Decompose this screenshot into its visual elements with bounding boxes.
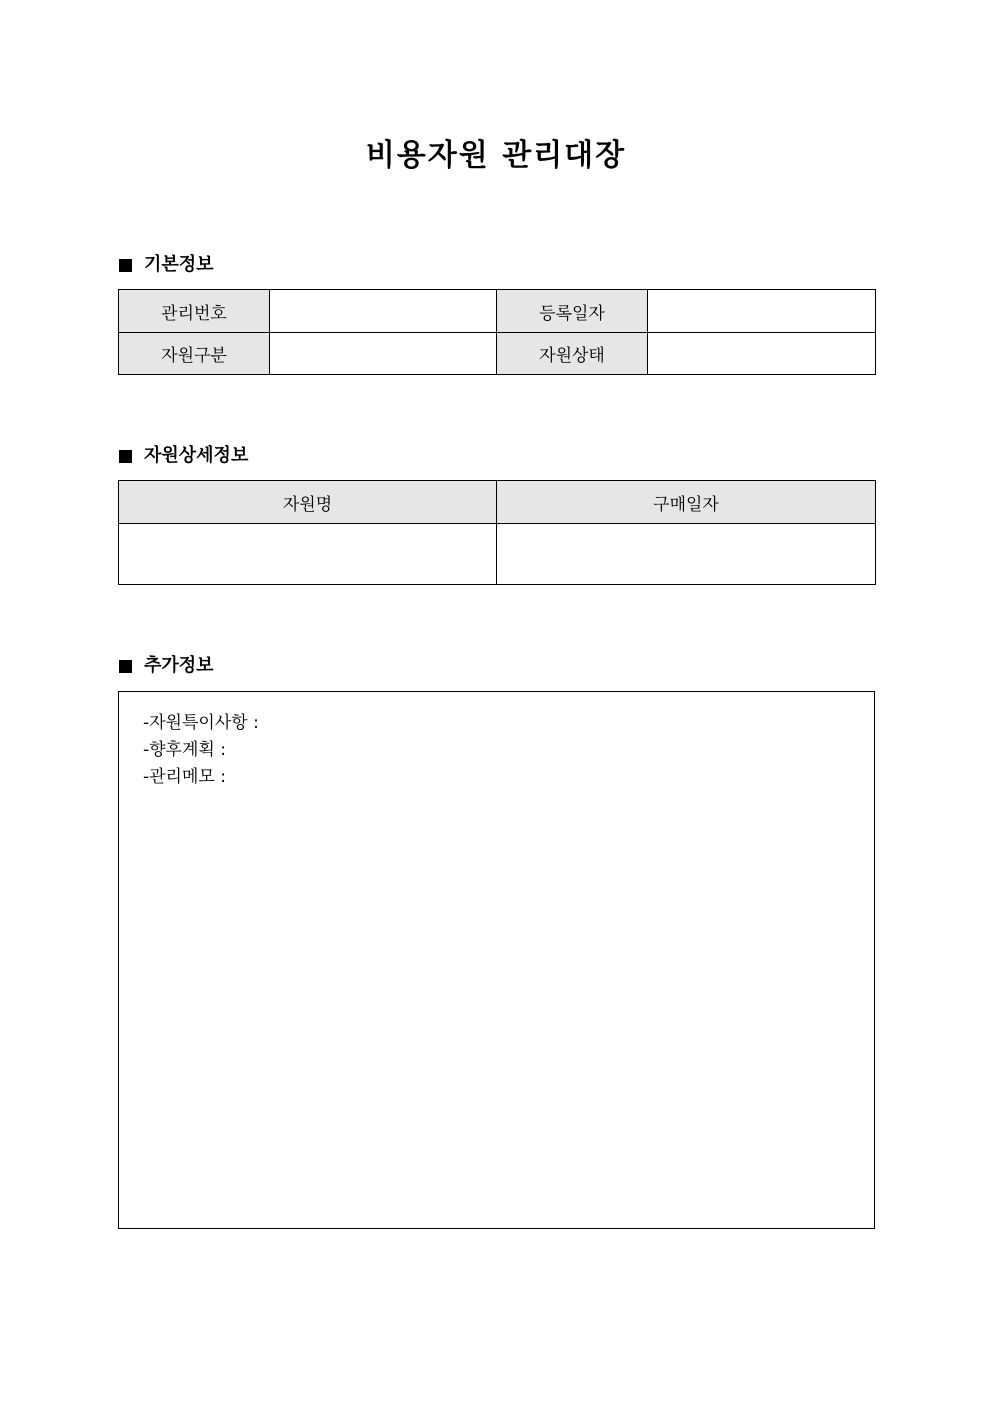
section-heading-additional xyxy=(119,654,214,678)
manage-no-label: 관리번호 xyxy=(119,290,270,333)
resource-name-header: 자원명 xyxy=(119,481,497,524)
manage-no-field[interactable] xyxy=(270,290,497,333)
square-bullet-icon xyxy=(119,450,132,463)
basic-info-table xyxy=(118,289,876,375)
management-memo-line: -관리메모 : xyxy=(143,767,226,787)
section-heading-basic-label: 기본정보 xyxy=(144,254,214,275)
memo-lines xyxy=(143,710,259,791)
purchase-date-field[interactable] xyxy=(497,524,876,585)
future-plan-line: -향후계획 : xyxy=(143,740,226,760)
section-heading-additional-label: 추가정보 xyxy=(144,655,214,676)
resource-name-field[interactable] xyxy=(119,524,497,585)
table-row xyxy=(119,524,876,585)
additional-info-box[interactable] xyxy=(118,691,875,1229)
status-field[interactable] xyxy=(648,333,876,375)
purchase-date-header: 구매일자 xyxy=(497,481,876,524)
document-title: 비용자원 관리대장 xyxy=(365,138,627,173)
reg-date-field[interactable] xyxy=(648,290,876,333)
table-row xyxy=(119,333,876,375)
square-bullet-icon xyxy=(119,660,132,673)
table-row xyxy=(119,290,876,333)
section-heading-basic xyxy=(119,253,214,277)
reg-date-label: 등록일자 xyxy=(497,290,648,333)
status-label: 자원상태 xyxy=(497,333,648,375)
category-label: 자원구분 xyxy=(119,333,270,375)
table-row xyxy=(119,481,876,524)
detail-info-table xyxy=(118,480,876,585)
category-field[interactable] xyxy=(270,333,497,375)
special-notes-line: -자원특이사항 : xyxy=(143,713,259,733)
section-heading-detail-label: 자원상세정보 xyxy=(144,445,249,466)
section-heading-detail xyxy=(119,444,248,468)
square-bullet-icon xyxy=(119,259,132,272)
